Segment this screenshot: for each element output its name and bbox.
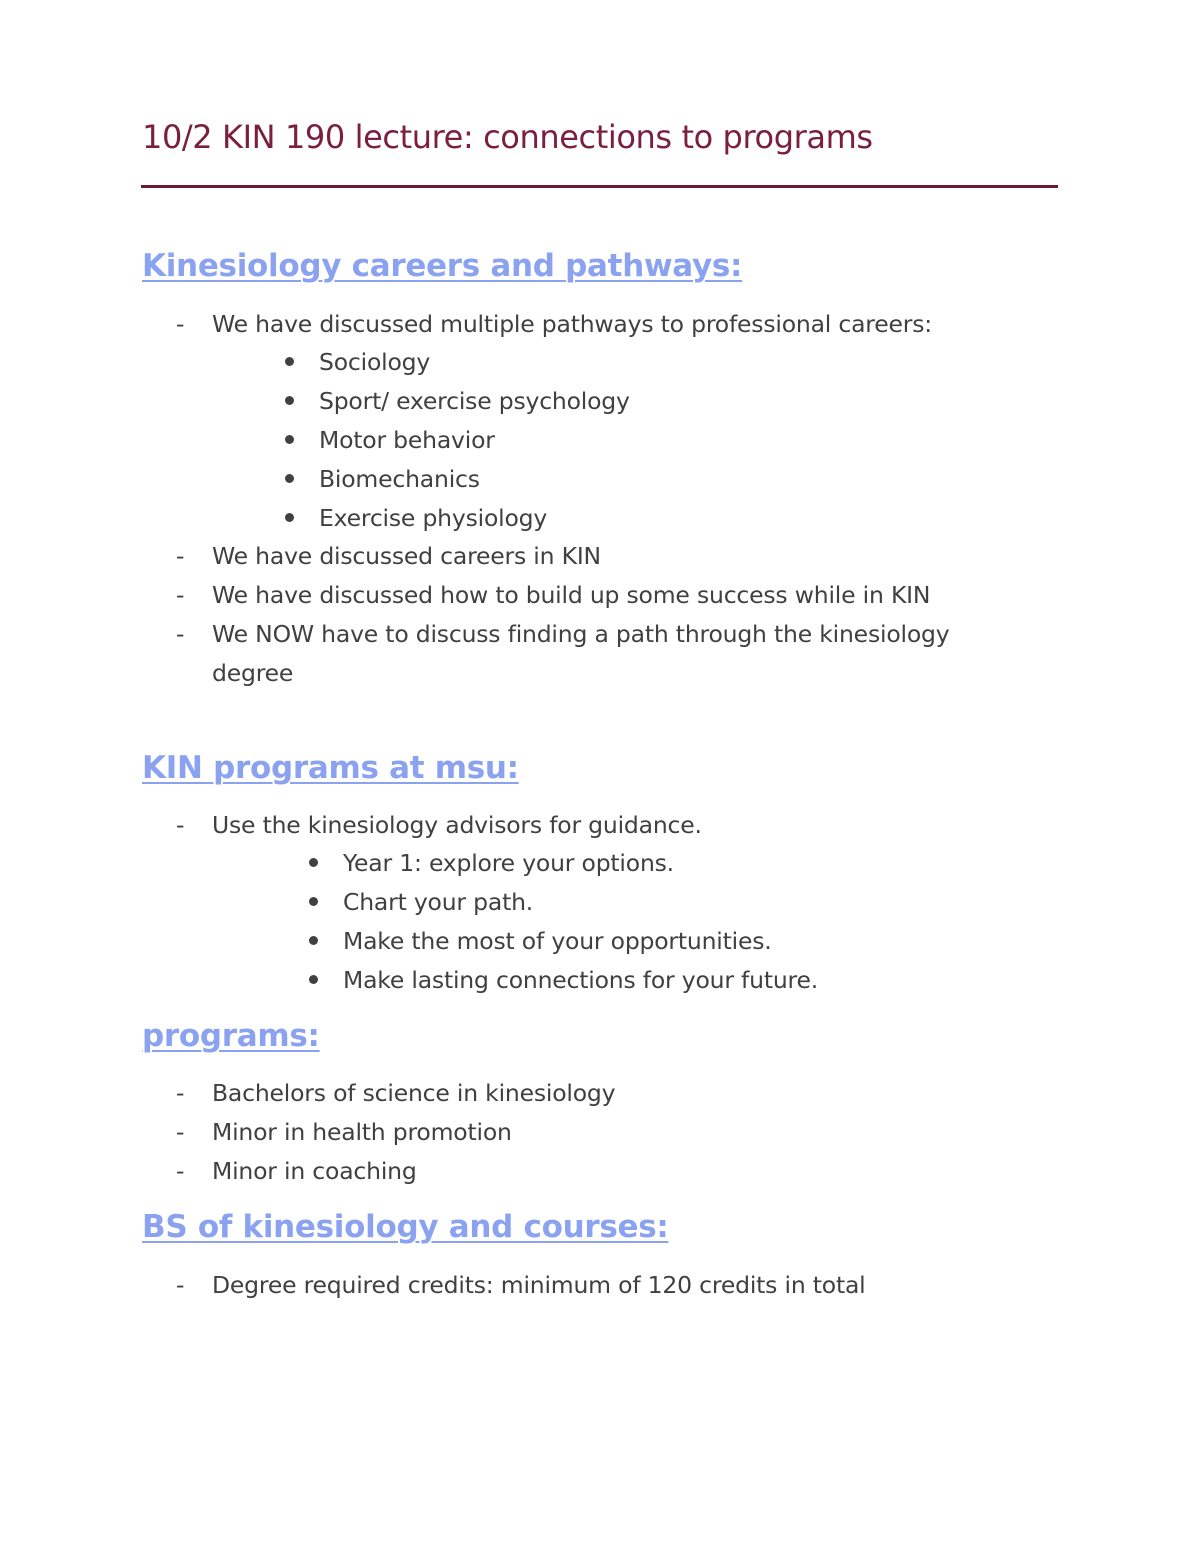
dash-bullet: - (176, 542, 185, 570)
sub-list-item: Motor behavior (319, 426, 495, 454)
bullet-dot (309, 858, 318, 867)
sub-list-item: Sport/ exercise psychology (319, 387, 630, 415)
sub-list-item: Chart your path. (343, 888, 534, 916)
list-item: Degree required credits: minimum of 120 credits in total (212, 1271, 866, 1299)
dash-bullet: - (176, 1271, 185, 1299)
sub-list-item: Make lasting connections for your future. (343, 966, 819, 994)
sub-list-item: Make the most of your opportunities. (343, 927, 772, 955)
dash-bullet: - (176, 1118, 185, 1146)
section-heading-bs-kinesiology: BS of kinesiology and courses: (142, 1209, 669, 1245)
bullet-dot (285, 513, 294, 522)
list-item: We have discussed how to build up some success while in KIN (212, 581, 931, 609)
list-item: Bachelors of science in kinesiology (212, 1079, 616, 1107)
list-item: We NOW have to discuss finding a path through the kinesiology (212, 620, 950, 648)
section-heading-careers: Kinesiology careers and pathways: (142, 248, 743, 284)
bullet-dot (285, 474, 294, 483)
title-divider (141, 185, 1058, 188)
bullet-dot (309, 975, 318, 984)
document-title: 10/2 KIN 190 lecture: connections to programs (142, 118, 873, 156)
dash-bullet: - (176, 811, 185, 839)
dash-bullet: - (176, 1079, 185, 1107)
bullet-dot (285, 396, 294, 405)
list-item: Minor in health promotion (212, 1118, 512, 1146)
section-heading-programs: programs: (142, 1018, 320, 1054)
bullet-dot (285, 435, 294, 444)
dash-bullet: - (176, 581, 185, 609)
list-item-continuation: degree (212, 659, 294, 687)
bullet-dot (285, 357, 294, 366)
dash-bullet: - (176, 310, 185, 338)
list-item: Minor in coaching (212, 1157, 417, 1185)
dash-bullet: - (176, 1157, 185, 1185)
sub-list-item: Exercise physiology (319, 504, 548, 532)
bullet-dot (309, 936, 318, 945)
list-item: We have discussed multiple pathways to professional careers: (212, 310, 932, 338)
dash-bullet: - (176, 620, 185, 648)
list-item: Use the kinesiology advisors for guidance. (212, 811, 702, 839)
sub-list-item: Sociology (319, 348, 431, 376)
list-item: We have discussed careers in KIN (212, 542, 601, 570)
bullet-dot (309, 897, 318, 906)
section-heading-kin-programs: KIN programs at msu: (142, 750, 519, 786)
sub-list-item: Year 1: explore your options. (343, 849, 674, 877)
sub-list-item: Biomechanics (319, 465, 480, 493)
